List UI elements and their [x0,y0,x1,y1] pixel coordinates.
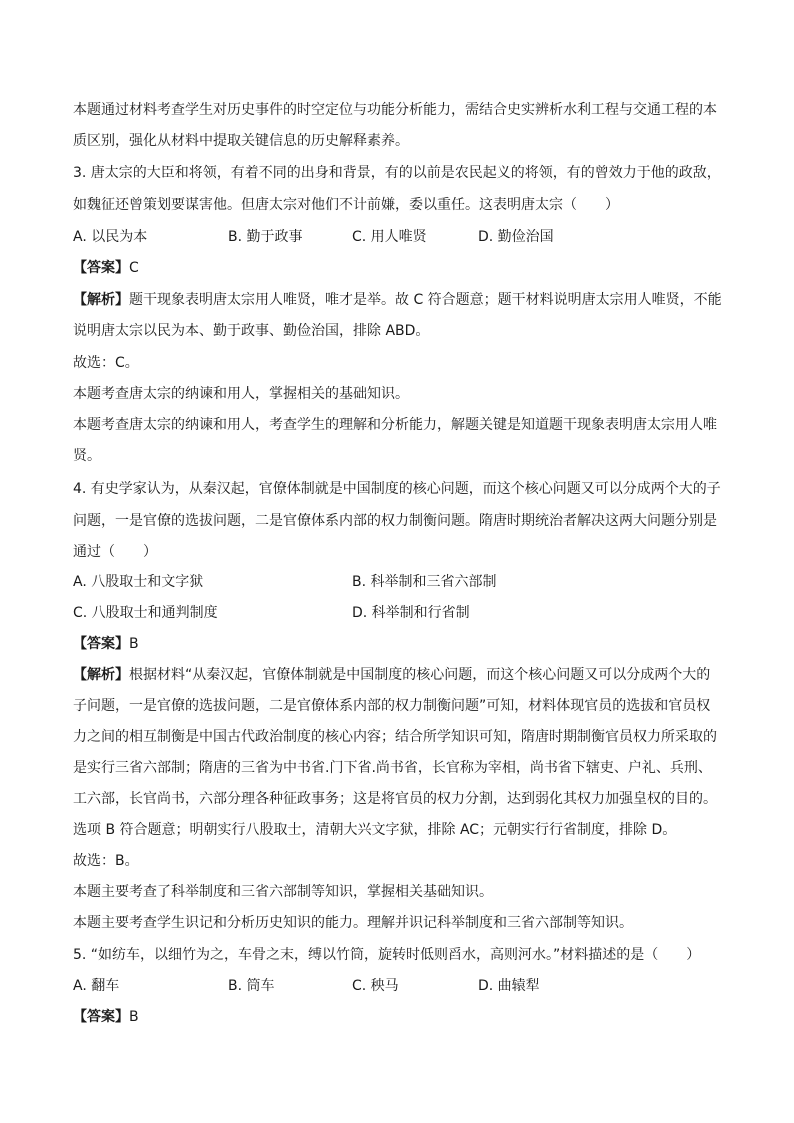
q3-option-c: C. 用人唯贤 [352,229,427,245]
q4-stem-line-3: 通过（ ） [73,544,157,560]
q4-answer-value: B [129,636,139,652]
q4-analysis-line-5: 工六部，长官尚书，六部分理各种征政事务；这是将官员的权力分割，达到弱化其权力加强皇权的目的。 [73,791,717,807]
q4-analysis-line-4: 是实行三省六部制；隋唐的三省为中书省.门下省.尚书省，长官称为宰相，尚书省下辖吏、户礼、兵刑、 [73,760,712,776]
q4-analysis-line-2: 子问题，一是官僚的选拔问题，二是官僚体系内部的权力制衡问题”可知，材料体现官员的选拔和官员权 [73,698,711,714]
q5-option-d: D. 曲辕犁 [478,978,540,994]
q5-option-b: B. 筒车 [228,978,275,994]
q4-option-a: A. 八股取士和文字狱 [73,574,204,590]
analysis-tag: 【解析】 [73,667,129,683]
q4-stem-line-1: 4. 有史学家认为，从秦汉起，官僚体制就是中国制度的核心问题，而这个核心问题又可以分成两个大的子 [73,481,721,497]
q3-stem-line-1: 3. 唐太宗的大臣和将领，有着不同的出身和背景，有的以前是农民起义的将领，有的曾效力于他的政敌， [73,165,721,181]
answer-tag: 【答案】 [73,636,129,652]
q4-note-1: 本题主要考查了科举制度和三省六部制等知识，掌握相关基础知识。 [73,884,493,900]
q3-note-2-line-1: 本题考查唐太宗的纳谏和用人，考查学生的理解和分析能力，解题关键是知道题干现象表明唐太宗用人唯 [73,417,717,433]
answer-tag: 【答案】 [73,260,129,276]
q4-option-b: B. 科举制和三省六部制 [352,574,497,590]
q2-comment-line-1: 本题通过材料考查学生对历史事件的时空定位与功能分析能力，需结合史实辨析水利工程与交通工程的本 [73,102,717,118]
q4-option-c: C. 八股取士和通判制度 [73,605,218,621]
q3-analysis-line-2: 说明唐太宗以民为本、勤于政事、勤俭治国，排除 ABD。 [73,323,430,339]
q4-choose: 故选：B。 [73,853,139,869]
q5-answer [73,1007,723,1027]
q4-stem-line-2: 问题，一是官僚的选拔问题，二是官僚体系内部的权力制衡问题。隋唐时期统治者解决这两大问题分别是 [73,513,717,529]
q5-option-c: C. 秧马 [352,978,399,994]
q3-note-2-line-2: 贤。 [73,448,101,464]
q4-analysis-line-6: 选项 B 符合题意；明朝实行八股取士，清朝大兴文字狱，排除 AC；元朝实行行省制度，排除 D。 [73,822,677,838]
q3-analysis-line-1 [73,290,723,310]
q3-answer-value: C [129,260,139,276]
analysis-tag: 【解析】 [73,292,129,308]
q4-answer [73,634,723,654]
q3-option-d: D. 勤俭治国 [478,229,554,245]
q4-analysis-line-1 [73,665,723,685]
q4-analysis-text-1: 根据材料“从秦汉起，官僚体制就是中国制度的核心问题，而这个核心问题又可以分成两个大的 [129,667,711,683]
q5-stem-line-1: 5. “如纺车，以细竹为之，车骨之末，缚以竹筒，旋转时低则舀水，高则河水。”材料描述的是（ ） [73,947,701,963]
answer-tag: 【答案】 [73,1009,129,1025]
q5-answer-value: B [129,1009,139,1025]
q3-note-1: 本题考查唐太宗的纳谏和用人，掌握相关的基础知识。 [73,386,409,402]
q3-option-b: B. 勤于政事 [228,229,303,245]
q3-option-a: A. 以民为本 [73,229,148,245]
q4-option-d: D. 科举制和行省制 [352,605,470,621]
q3-analysis-text-1: 题干现象表明唐太宗用人唯贤，唯才是举。故 C 符合题意；题干材料说明唐太宗用人唯贤，不能 [129,292,722,308]
q3-choose: 故选：C。 [73,355,139,371]
q3-stem-line-2: 如魏征还曾策划要谋害他。但唐太宗对他们不计前嫌，委以重任。这表明唐太宗（ ） [73,197,619,213]
q5-option-a: A. 翻车 [73,978,120,994]
q4-analysis-line-3: 力之间的相互制衡是中国古代政治制度的核心内容；结合所学知识可知，隋唐时期制衡官员权力所采取的 [73,729,717,745]
q2-comment-line-2: 质区别，强化从材料中提取关键信息的历史解释素养。 [73,133,409,149]
q4-note-2: 本题主要考查学生识记和分析历史知识的能力。理解并识记科举制度和三省六部制等知识。 [73,915,633,931]
q3-answer [73,258,723,278]
